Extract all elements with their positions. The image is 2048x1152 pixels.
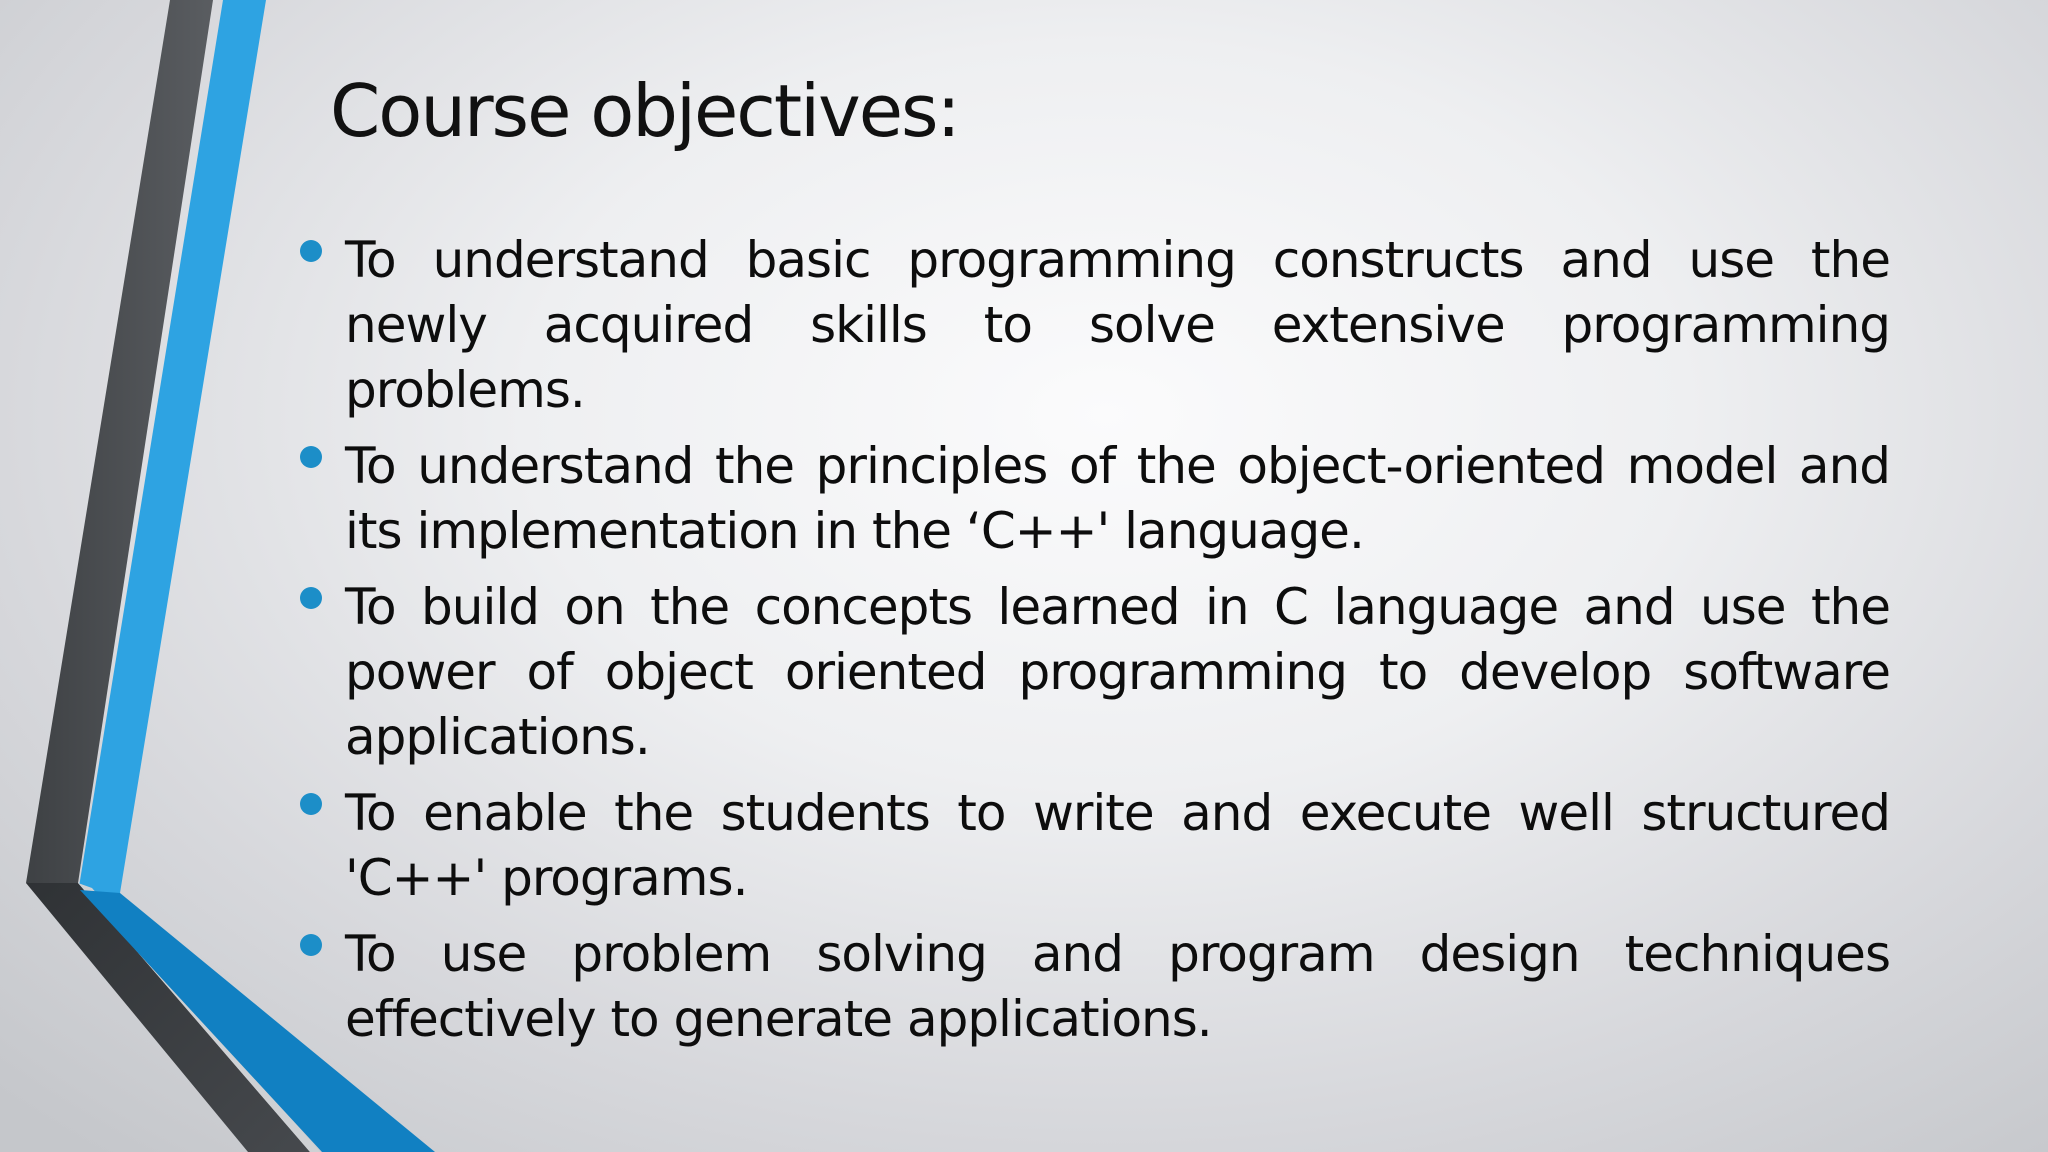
- objective-text: To understand the principles of the object-oriented model and its implementation in the ‘C++' language.: [345, 437, 1890, 560]
- objective-item: [300, 228, 1890, 423]
- objective-item: [300, 781, 1890, 911]
- objective-text: To use problem solving and program design techniques effectively to generate applications.: [345, 925, 1890, 1048]
- bullet-dot: [300, 446, 322, 468]
- objective-item: [300, 922, 1890, 1052]
- slide-title: Course objectives:: [330, 69, 959, 153]
- objective-item: [300, 434, 1890, 564]
- bullet-dot: [300, 587, 322, 609]
- bullet-dot: [300, 240, 322, 262]
- objective-text: To enable the students to write and execute well structured 'C++' programs.: [345, 784, 1890, 907]
- objective-text: To understand basic programming constructs and use the newly acquired skills to solve extensive programming problems.: [345, 231, 1890, 419]
- bullet-dot: [300, 934, 322, 956]
- objectives-list: [300, 228, 1890, 1063]
- objective-item: [300, 575, 1890, 770]
- objective-text: To build on the concepts learned in C language and use the power of object oriented programming to develop software applications.: [345, 578, 1890, 766]
- bullet-dot: [300, 793, 322, 815]
